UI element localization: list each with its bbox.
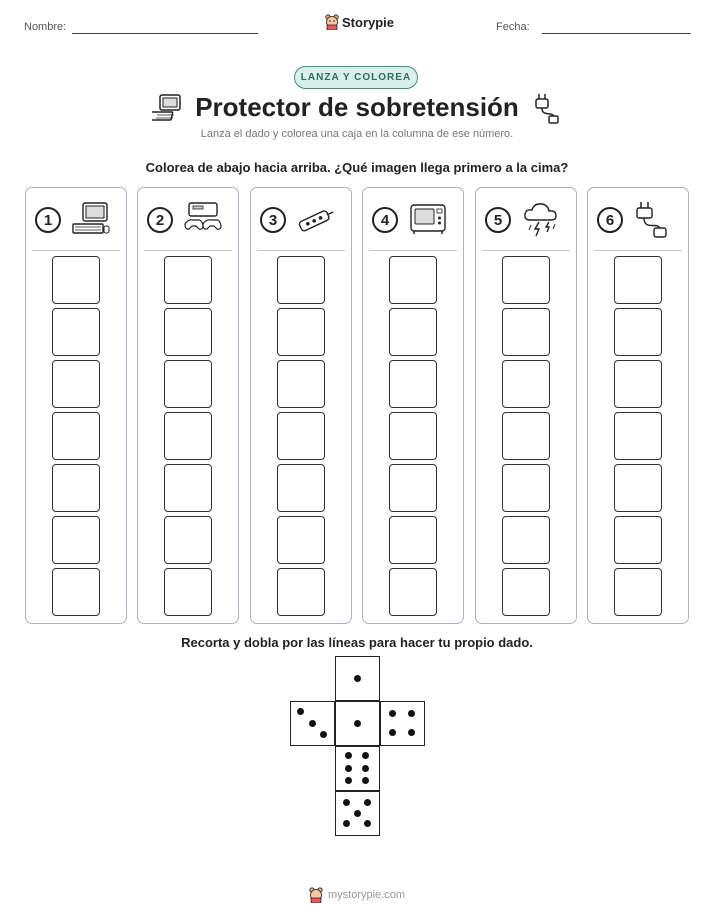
power-strip-icon (296, 200, 336, 238)
die-pip (345, 777, 352, 784)
computer-icon (71, 200, 111, 238)
color-box[interactable] (52, 360, 100, 408)
die-pip (320, 731, 327, 738)
plug-title-icon (532, 92, 560, 124)
column-divider (32, 250, 120, 251)
color-box[interactable] (614, 360, 662, 408)
brand-name: Storypie (342, 14, 395, 30)
column-number: 2 (147, 207, 173, 233)
color-box[interactable] (502, 568, 550, 616)
color-box[interactable] (277, 568, 325, 616)
column-divider (482, 250, 570, 251)
die-pip (297, 708, 304, 715)
die-instruction: Recorta y dobla por las líneas para hacer tu propio dado. (181, 635, 533, 650)
plug-icon (633, 200, 673, 238)
color-box[interactable] (614, 464, 662, 512)
color-box[interactable] (389, 412, 437, 460)
die-pip (364, 820, 371, 827)
column-number: 5 (485, 207, 511, 233)
race-column-6 (587, 187, 689, 624)
color-box[interactable] (614, 412, 662, 460)
color-box[interactable] (277, 412, 325, 460)
color-box[interactable] (389, 568, 437, 616)
column-number: 3 (260, 207, 286, 233)
die-pip (354, 810, 361, 817)
color-box[interactable] (52, 256, 100, 304)
color-box[interactable] (277, 360, 325, 408)
die-pip (389, 710, 396, 717)
brand-logo (325, 14, 394, 30)
color-box[interactable] (52, 516, 100, 564)
color-box[interactable] (502, 516, 550, 564)
color-box[interactable] (614, 516, 662, 564)
die-pip (343, 799, 350, 806)
storm-cloud-icon (521, 200, 561, 238)
color-box[interactable] (614, 568, 662, 616)
column-divider (257, 250, 345, 251)
die-face-1 (335, 656, 380, 701)
column-divider (369, 250, 457, 251)
color-box[interactable] (614, 308, 662, 356)
bear-icon (309, 887, 323, 903)
page-title: Protector de sobretensión (195, 92, 519, 122)
page-subtitle: Lanza el dado y colorea una caja en la columna de ese número. (200, 128, 514, 140)
race-column-5 (475, 187, 577, 624)
race-column-3 (250, 187, 352, 624)
column-divider (144, 250, 232, 251)
color-box[interactable] (164, 256, 212, 304)
color-box[interactable] (389, 464, 437, 512)
color-box[interactable] (277, 308, 325, 356)
die-pip (354, 720, 361, 727)
color-box[interactable] (502, 256, 550, 304)
color-box[interactable] (164, 568, 212, 616)
color-box[interactable] (277, 464, 325, 512)
color-box[interactable] (164, 516, 212, 564)
column-number: 6 (597, 207, 623, 233)
color-box[interactable] (52, 568, 100, 616)
footer-url[interactable]: mystorypie.com (327, 889, 406, 901)
color-box[interactable] (52, 308, 100, 356)
color-box[interactable] (389, 308, 437, 356)
race-column-1 (25, 187, 127, 624)
color-box[interactable] (389, 360, 437, 408)
die-face-5 (335, 791, 380, 836)
color-box[interactable] (502, 412, 550, 460)
name-line[interactable] (72, 33, 258, 34)
die-pip (364, 799, 371, 806)
footer (0, 887, 714, 903)
game-console-icon (183, 200, 223, 238)
die-pip (362, 752, 369, 759)
microwave-icon (408, 200, 448, 238)
activity-badge: LANZA Y COLOREA (294, 66, 418, 89)
color-box[interactable] (164, 464, 212, 512)
color-box[interactable] (502, 464, 550, 512)
die-face-6 (335, 746, 380, 791)
color-box[interactable] (389, 516, 437, 564)
date-label: Fecha: (496, 21, 530, 33)
column-number: 1 (35, 207, 61, 233)
column-number: 4 (372, 207, 398, 233)
name-label: Nombre: (24, 21, 67, 33)
color-box[interactable] (277, 256, 325, 304)
die-pip (309, 720, 316, 727)
color-box[interactable] (164, 412, 212, 460)
color-box[interactable] (614, 256, 662, 304)
race-column-4 (362, 187, 464, 624)
die-pip (343, 820, 350, 827)
die-pip (408, 710, 415, 717)
race-column-2 (137, 187, 239, 624)
die-face-1 (335, 701, 380, 746)
color-box[interactable] (389, 256, 437, 304)
bear-icon (325, 14, 339, 30)
die-pip (362, 777, 369, 784)
die-pip (408, 729, 415, 736)
color-box[interactable] (52, 464, 100, 512)
die-pip (389, 729, 396, 736)
color-box[interactable] (277, 516, 325, 564)
color-box[interactable] (164, 308, 212, 356)
date-line[interactable] (542, 33, 691, 34)
color-box[interactable] (502, 360, 550, 408)
die-pip (354, 675, 361, 682)
column-divider (594, 250, 682, 251)
color-box[interactable] (164, 360, 212, 408)
coloring-instruction: Colorea de abajo hacia arriba. ¿Qué imagen llega primero a la cima? (145, 160, 569, 175)
die-face-4 (380, 701, 425, 746)
die-net (290, 656, 426, 836)
die-pip (345, 765, 352, 772)
die-face-3 (290, 701, 335, 746)
color-box[interactable] (502, 308, 550, 356)
die-pip (345, 752, 352, 759)
color-box[interactable] (52, 412, 100, 460)
die-pip (362, 765, 369, 772)
